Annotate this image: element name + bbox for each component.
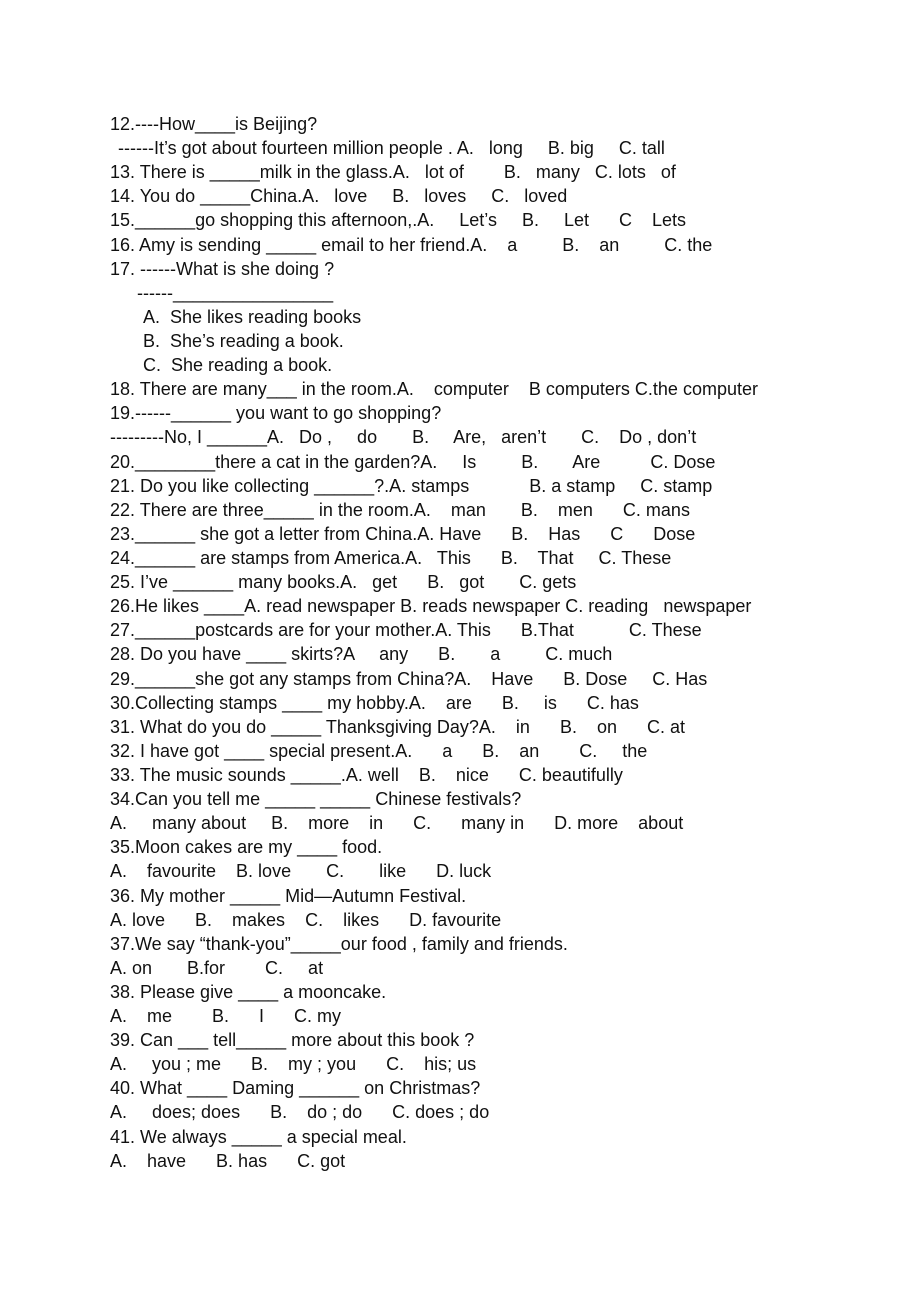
question-line: C. She reading a book.	[143, 355, 333, 376]
question-line: A. many about B. more in C. many in D. more about	[110, 813, 684, 834]
question-line: 30.Collecting stamps ____ my hobby.A. are B. is C. has	[110, 692, 639, 713]
question-line: 40. What ____ Daming ______ on Christmas?	[110, 1078, 481, 1099]
question-line: A. does; does B. do ; do C. does ; do	[110, 1102, 490, 1123]
question-line: 38. Please give ____ a mooncake.	[110, 981, 387, 1002]
question-line: 23.______ she got a letter from China.A. Have B. Has C Dose	[110, 523, 696, 544]
question-line: B. She’s reading a book.	[143, 330, 344, 351]
question-line: 21. Do you like collecting ______?.A. stamps B. a stamp C. stamp	[110, 475, 713, 496]
question-line: A. you ; me B. my ; you C. his; us	[110, 1054, 477, 1075]
question-line: 26.He likes ____A. read newspaper B. reads newspaper C. reading newspaper	[110, 596, 752, 617]
question-line: 22. There are three_____ in the room.A. man B. men C. mans	[110, 499, 690, 520]
question-line: 28. Do you have ____ skirts?A any B. a C. much	[110, 644, 613, 665]
question-line: ---------No, I ______A. Do , do B. Are, aren’t C. Do , don’t	[110, 427, 697, 448]
question-line: ------________________	[137, 282, 334, 303]
exercise-document	[110, 112, 758, 1173]
question-line: 37.We say “thank-you”_____our food , family and friends.	[110, 933, 568, 954]
question-line: A. favourite B. love C. like D. luck	[110, 861, 492, 882]
question-line: 31. What do you do _____ Thanksgiving Day?A. in B. on C. at	[110, 716, 685, 737]
question-line: 27.______postcards are for your mother.A. This B.That C. These	[110, 620, 702, 641]
question-line: 12.----How____is Beijing?	[110, 114, 318, 134]
question-line: 18. There are many___ in the room.A. computer B computers C.the computer	[110, 379, 758, 400]
question-line: 16. Amy is sending _____ email to her friend.A. a B. an C. the	[110, 234, 713, 255]
question-line: 34.Can you tell me _____ _____ Chinese festivals?	[110, 789, 522, 810]
question-line: 20.________there a cat in the garden?A. Is B. Are C. Dose	[110, 451, 716, 472]
question-line: 39. Can ___ tell_____ more about this book ?	[110, 1030, 475, 1051]
question-line: 41. We always _____ a special meal.	[110, 1126, 407, 1147]
question-line: A. on B.for C. at	[110, 957, 324, 978]
question-line: A. She likes reading books	[143, 306, 362, 327]
question-line: 17. ------What is she doing ?	[110, 258, 335, 279]
question-line: A. love B. makes C. likes D. favourite	[110, 909, 502, 930]
question-line: 35.Moon cakes are my ____ food.	[110, 837, 383, 858]
question-line: 13. There is _____milk in the glass.A. lot of B. many C. lots of	[110, 162, 676, 183]
question-line: ------It’s got about fourteen million people . A. long B. big C. tall	[118, 138, 665, 159]
question-line: 25. I’ve ______ many books.A. get B. got C. gets	[110, 572, 577, 593]
question-line: 36. My mother _____ Mid—Autumn Festival.	[110, 885, 467, 906]
question-line: 14. You do _____China.A. love B. loves C. loved	[110, 186, 568, 207]
question-line: 29.______she got any stamps from China?A. Have B. Dose C. Has	[110, 668, 708, 689]
question-line: 15.______go shopping this afternoon,.A. Let’s B. Let C Lets	[110, 210, 687, 231]
question-line: 32. I have got ____ special present.A. a B. an C. the	[110, 740, 648, 761]
question-line: 33. The music sounds _____.A. well B. nice C. beautifully	[110, 764, 623, 785]
question-line: 24.______ are stamps from America.A. This B. That C. These	[110, 547, 672, 568]
question-line: 19.------______ you want to go shopping?	[110, 403, 442, 424]
question-line: A. have B. has C. got	[110, 1150, 346, 1171]
question-line: A. me B. I C. my	[110, 1006, 342, 1027]
